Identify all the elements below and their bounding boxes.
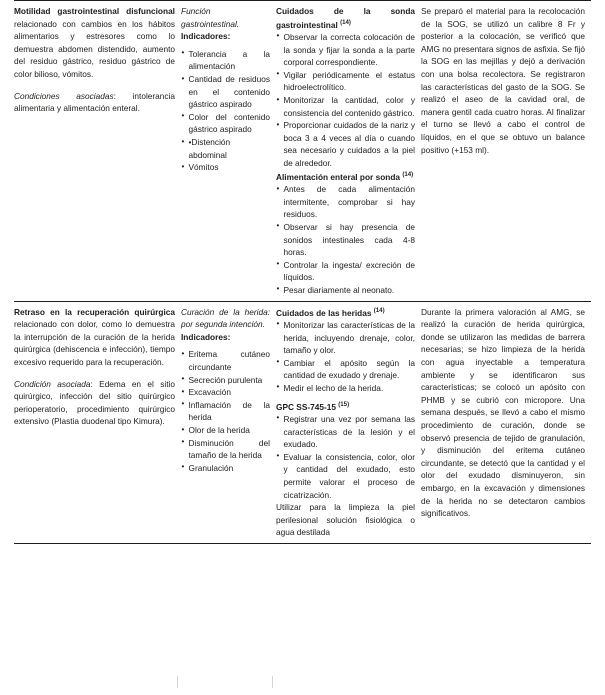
indicator-list-1	[181, 48, 270, 174]
cell-indicators-1	[181, 1, 276, 302]
evaluation-paragraph-2: Durante la primera valoración al AMG, se realizó la curación de herida quirúrgica, donde se utilizaron las medidas de barrera necesarias; se hizo limpieza de la herida con agua inyectable a temperatura ambiente y se identificaron sus características; se colocó un apósito con PHMB y se cubrió con micropore. Una semana después, se llevó a cabo el mismo procedimiento de curación, donde se observó presencia de tejido de granulación, y disminución del eritema cutáneo circundante, se detectó que la cantidad y el olor del exudado disminuyeron, sin embargo, en la excavación y dimensiones de la herida no se detectaron cambios significativos.	[421, 306, 585, 519]
intervention-list-1b	[276, 183, 415, 296]
indicator-heading-bold-2: Indicadores:	[181, 331, 231, 342]
associated-conditions-label-1: Condiciones asociadas	[14, 90, 114, 101]
diagnosis-text-2: relacionado con dolor, como lo demuestra la interrupción de la curación de la herida quirúrgica (dehiscencia e infección), tiempo excesivo requerido para la recuperación.	[14, 319, 175, 367]
rule-cell	[14, 544, 181, 545]
diagnosis-label-1: Motilidad gastrointestinal disfuncional	[14, 6, 175, 16]
list-item: • Color del contenido gástrico aspirado	[181, 111, 270, 136]
intervention-closing-note: Utilizar para la limpieza la piel perilesional solución fisiológica o agua destilada	[276, 502, 415, 538]
diagnosis-label-2: Retraso en la recuperación quirúrgica	[14, 306, 175, 317]
indicator-heading-bold-1: Indicadores:	[181, 31, 231, 42]
cell-interventions-2	[276, 301, 421, 544]
intervention-list-2b	[276, 413, 415, 501]
associated-conditions-text-2: : Edema en el sitio quirúrgico, infección del sitio quirúrgico perioperatorio, procedimiento quirúrgico extensivo (Plastia duodenal tipo Kimura).	[14, 378, 175, 427]
table-row	[14, 1, 591, 302]
diagnosis-text-1: relacionado con cambios en los hábitos alimentarios y estresores como lo demuestra abdomen distendido, aumento del residuo gástrico, residuo gástrico de color bilioso, vómitos.	[14, 18, 175, 80]
associated-conditions-label-2: Condición asociada	[14, 378, 91, 389]
indicator-list-2	[181, 348, 270, 474]
indicator-heading-italic-1: Función gastrointestinal.	[181, 6, 240, 29]
associated-conditions-2	[14, 378, 175, 428]
column-divider-1	[177, 676, 178, 688]
table-bottom-rule	[14, 544, 591, 545]
diagnosis-paragraph-1	[14, 5, 175, 81]
list-item: • Controlar la ingesta/ excreción de líquidos.	[276, 259, 415, 284]
associated-conditions-1	[14, 90, 175, 115]
list-item: • Vómitos	[181, 161, 270, 174]
list-item: • Observar si hay presencia de sonidos intestinales cada 4-8 horas.	[276, 221, 415, 259]
list-item: • •Distención abdominal	[181, 136, 270, 161]
column-divider-2	[272, 676, 273, 688]
list-item: • Medir el lecho de la herida.	[276, 382, 415, 395]
list-item: • Pesar diariamente al neonato.	[276, 284, 415, 297]
intervention-heading-text-4: GPC SS-745-15	[276, 401, 336, 412]
cell-diagnosis-1	[14, 1, 181, 302]
indicator-heading-italic-2: Curación de la herida: por segunda intención.	[181, 306, 270, 330]
cell-diagnosis-2	[14, 301, 181, 544]
cell-indicators-2	[181, 301, 276, 544]
list-item: • Antes de cada alimentación intermitente, comprobar si hay residuos.	[276, 183, 415, 221]
list-item: • Monitorizar las características de la herida, incluyendo drenaje, color, tamaño y olor.	[276, 319, 415, 357]
list-item: • Monitorizar la cantidad, color y consistencia del contenido gástrico.	[276, 94, 415, 119]
intervention-list-2a	[276, 319, 415, 395]
diagnosis-paragraph-2	[14, 306, 175, 369]
intervention-heading-2	[276, 170, 415, 183]
associated-conditions-text-1: : intolerancia alimentaria y alimentación enteral.	[14, 90, 175, 114]
intervention-heading-text-3: Cuidados de las heridas	[276, 307, 372, 318]
list-item: • Olor de la herida	[181, 424, 270, 437]
cell-evaluation-1	[421, 1, 591, 302]
rule-cell	[181, 544, 276, 545]
cell-interventions-1	[276, 1, 421, 302]
list-item: • Secreción purulenta	[181, 374, 270, 387]
list-item: • Granulación	[181, 462, 270, 475]
rule-cell	[276, 544, 421, 545]
reference-marker: (15)	[338, 400, 350, 408]
list-item: • Disminución del tamaño de la herida	[181, 437, 270, 462]
list-item: • Inflamación de la herida	[181, 399, 270, 424]
table-row	[14, 301, 591, 544]
intervention-heading-4	[276, 400, 415, 413]
list-item: • Proporcionar cuidados de la nariz y boca 3 a 4 veces al día o cuando sea necesario y cuidados a la piel de alrededor.	[276, 119, 415, 169]
list-item: • Eritema cutáneo circundante	[181, 348, 270, 373]
list-item: • Observar la correcta colocación de la sonda y fijar la sonda a la parte corporal correspondiente.	[276, 31, 415, 69]
list-item: • Vigilar periódicamente el estatus hidroelectrolítico.	[276, 69, 415, 94]
cell-evaluation-2	[421, 301, 591, 544]
rule-cell	[421, 544, 591, 545]
list-item: • Cambiar el apósito según la cantidad de exudado y drenaje.	[276, 357, 415, 382]
list-item: • Tolerancia a la alimentación	[181, 48, 270, 73]
intervention-list-1a	[276, 31, 415, 170]
reference-marker: (14)	[373, 306, 385, 314]
list-item: • Evaluar la consistencia, color, olor y cantidad del exudado, esto permite valorar el proceso de cicatrización.	[276, 451, 415, 501]
list-item: • Excavación	[181, 386, 270, 399]
evaluation-paragraph-1: Se preparó el material para la recolocación de la SOG, se utilizó un calibre 8 Fr y posterior a la colocación, se verificó que AMG no presentara signos de asfixia. Se fijó la SOG en las mejillas y dejó a derivación con una bolsa recolectora. Se registraron las características del gasto de la SOG. Se realizó el aseo de la cavidad oral, de manera gentil cada cuatro horas. Al finalizar el turno se llevó a cabo el control de líquidos, en el que se obtuvo un balance positivo (+153 ml).	[421, 6, 585, 155]
reference-marker: (14)	[340, 18, 351, 26]
intervention-heading-1	[276, 5, 415, 31]
care-plan-table	[14, 0, 591, 544]
reference-marker: (14)	[402, 170, 414, 178]
list-item: • Cantidad de residuos en el contenido gástrico aspirado	[181, 73, 270, 111]
intervention-heading-3	[276, 306, 415, 319]
intervention-heading-text-2: Alimentación enteral por sonda	[276, 171, 401, 182]
intervention-heading-text-1: Cuidados de la sonda gastrointestinal	[276, 6, 415, 30]
list-item: • Registrar una vez por semana las características de la lesión y el exudado.	[276, 413, 415, 451]
